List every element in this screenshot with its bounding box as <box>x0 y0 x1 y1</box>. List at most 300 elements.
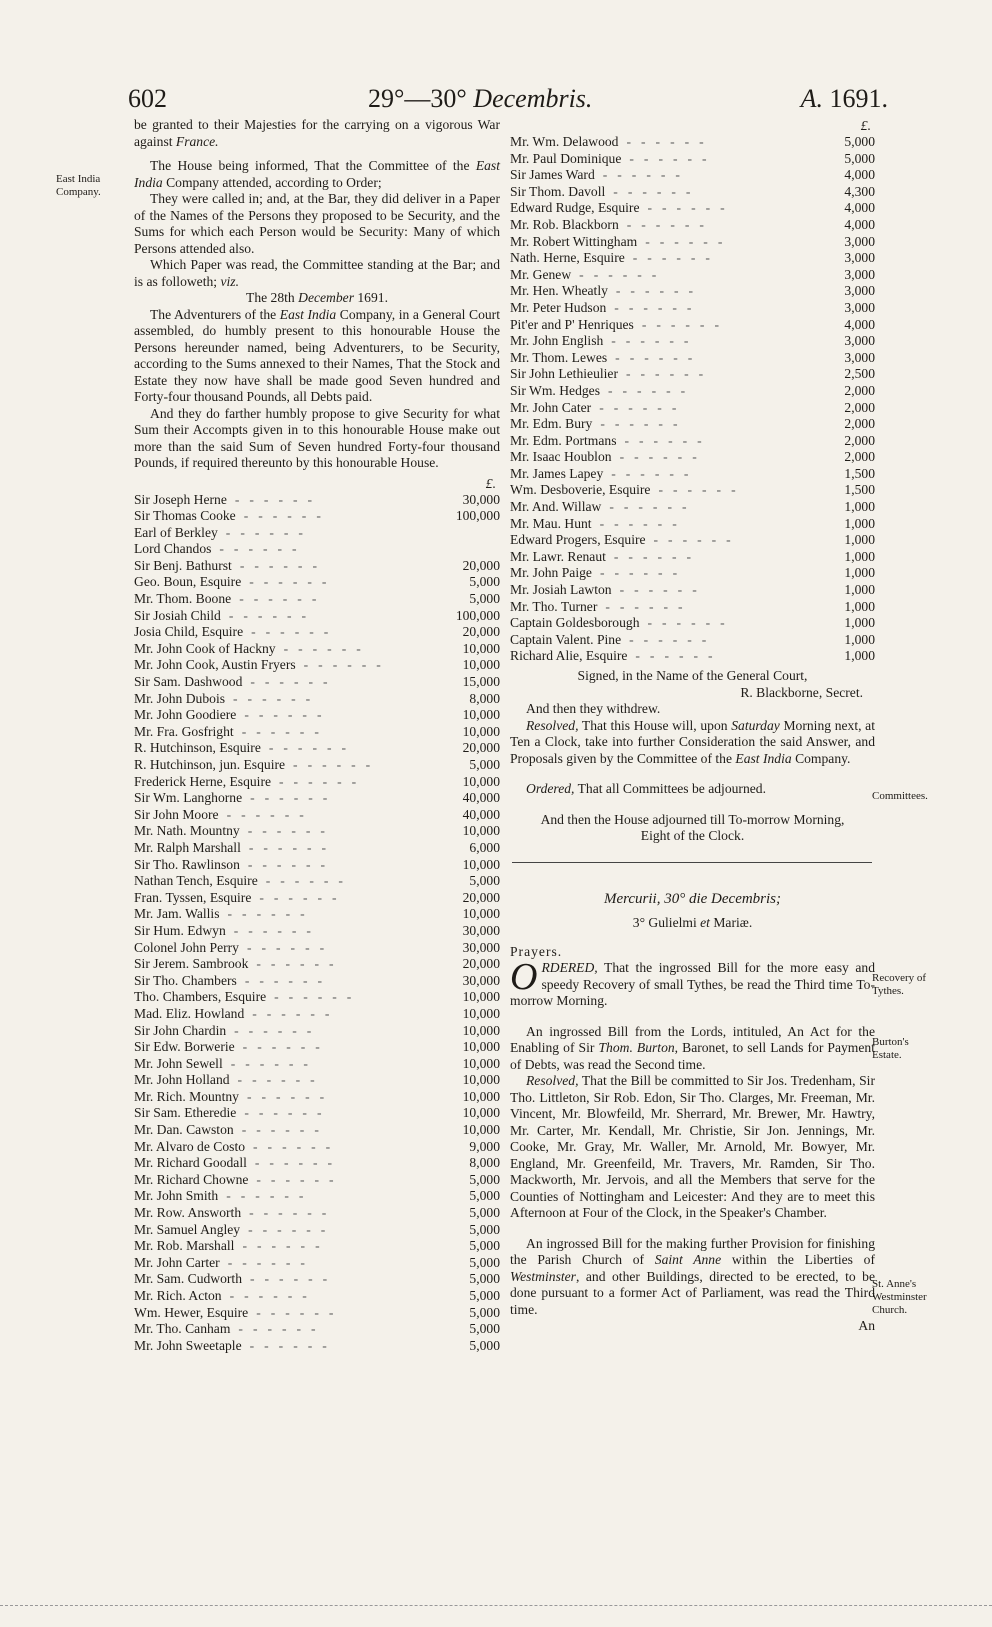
dot-leader: ------ <box>248 1221 336 1237</box>
text: The 28th <box>246 290 299 305</box>
dot-leader: ------ <box>242 1039 330 1055</box>
subscription-amount: 30,000 <box>462 922 500 938</box>
para-further-security: And they do farther humbly propose to give Security for what Sum their Accompts given in to this honourable House make out more than the said Sum of Seven hundred Forty-four thousand Pounds, if required thereunto by this honourable House. <box>134 405 500 470</box>
table-row <box>510 449 875 466</box>
subscriber-name: Nath. Herne, Esquire <box>510 250 625 266</box>
subscriber-name: Mr. Rob. Blackborn <box>510 216 619 232</box>
subscription-amount: 10,000 <box>462 657 500 673</box>
dot-leader: ------ <box>252 1005 340 1021</box>
para-ordered-adjourned <box>510 781 875 798</box>
subscription-amount: 4,000 <box>844 316 875 332</box>
dot-leader: ------ <box>619 449 707 465</box>
dot-leader: ------ <box>246 1088 335 1104</box>
subscriber-name: Sir Thom. Davoll <box>510 183 606 199</box>
dot-leader: ------ <box>227 906 315 922</box>
dot-leader: ------ <box>254 1155 343 1171</box>
subscription-amount: 5,000 <box>469 1238 500 1254</box>
subscriber-name: Mr. John Carter <box>134 1254 220 1270</box>
table-row <box>134 1305 500 1322</box>
dot-leader: ------ <box>248 839 337 855</box>
subscription-amount: 2,000 <box>844 416 875 432</box>
text: Company, in a General Court assembled, do humbly present to this honourable House the Persons hereunder named, being Adventurers, to be Security, according to the Sums annexed to their Names, That the Stock and Estate they now have shall be made good Seven hundred and Forty-four thousand Pounds, all Debts paid. <box>134 306 500 404</box>
subscription-amount: 3,000 <box>844 299 875 315</box>
subscriber-name: Mr. John Cater <box>510 399 592 415</box>
dot-leader: ------ <box>227 1254 315 1270</box>
dot-leader: ------ <box>229 1288 317 1303</box>
table-row <box>510 151 875 168</box>
table-row <box>134 558 500 575</box>
table-row <box>134 1338 500 1355</box>
subscription-amount: 20,000 <box>462 956 500 972</box>
dot-leader: ------ <box>647 200 735 216</box>
section-rule <box>512 862 872 863</box>
dot-leader: ------ <box>237 1072 325 1088</box>
subscriber-name: Mr. Samuel Angley <box>134 1221 241 1237</box>
drop-cap: O <box>510 956 538 998</box>
subscriber-name: Mr. Dan. Cawston <box>134 1122 234 1138</box>
dot-leader: ------ <box>599 565 688 581</box>
subscriber-name: Lord Chandos <box>134 541 212 557</box>
dot-leader: ------ <box>613 548 702 564</box>
text-italic: Saturday <box>731 717 780 733</box>
table-row <box>510 234 875 251</box>
table-row <box>510 549 875 566</box>
table-row <box>510 400 875 417</box>
subscription-amount: 10,000 <box>462 1005 500 1021</box>
text: within the Liberties of <box>721 1252 876 1267</box>
table-row <box>134 1271 500 1288</box>
subscriber-name: Mr. Josiah Lawton <box>510 582 612 598</box>
dot-leader: ------ <box>619 582 707 598</box>
text-italic: Thom. Burton <box>598 1040 675 1055</box>
table-row <box>510 466 875 483</box>
subscription-amount: 1,000 <box>844 615 875 631</box>
table-row <box>510 300 875 317</box>
subscriber-name: Sir Wm. Hedges <box>510 382 600 398</box>
dot-leader: ------ <box>293 757 381 772</box>
subscriber-name: Mr. Tho. Turner <box>510 598 598 614</box>
table-row <box>134 525 500 542</box>
subscriber-name: Mr. John Smith <box>134 1188 219 1204</box>
subscriber-name: Mr. Rich. Acton <box>134 1288 222 1303</box>
left-column <box>134 117 500 1354</box>
text: That the ingrossed Bill for the more easy and speedy Recovery of small Tythes, be read the Third time To-morrow Morning. <box>510 960 875 1008</box>
table-row <box>510 217 875 234</box>
subscriber-name: Sir Tho. Chambers <box>134 972 237 988</box>
table-row <box>510 648 875 665</box>
subscription-amount: 4,000 <box>844 216 875 232</box>
subscription-amount <box>436 541 500 558</box>
para-house-adjourned: And then the House adjourned till To-morrow Morning, Eight of the Clock. <box>540 811 845 843</box>
subscription-amount: 2,500 <box>844 366 875 382</box>
table-row <box>510 184 875 201</box>
page-number: 602 <box>128 84 167 113</box>
subscriber-name: Mr. Row. Answorth <box>134 1205 242 1221</box>
table-row <box>134 1205 500 1222</box>
table-row <box>510 250 875 267</box>
dot-leader: ------ <box>605 598 693 614</box>
dot-leader: ------ <box>600 416 688 432</box>
dot-leader: ------ <box>228 607 317 623</box>
table-row <box>510 565 875 582</box>
table-row <box>134 774 500 791</box>
subscriber-name: Mr. John Paige <box>510 565 592 581</box>
right-column <box>510 117 875 1335</box>
subscription-amount: 5,000 <box>469 1271 500 1287</box>
subscriber-name: Sir Josiah Child <box>134 607 221 623</box>
year-value: 1691. <box>829 84 888 113</box>
subscriber-name: Mr. Rob. Marshall <box>134 1238 235 1254</box>
subscriber-name: Richard Alie, Esquire <box>510 648 628 664</box>
dot-leader: ------ <box>611 333 699 349</box>
subscription-amount: 4,000 <box>844 200 875 216</box>
subscription-amount: 1,000 <box>844 532 875 548</box>
subscriber-name: Mr. Edm. Bury <box>510 416 593 432</box>
regnal-year <box>510 915 875 932</box>
table-row <box>134 574 500 591</box>
subscription-amount: 5,000 <box>844 134 875 149</box>
subscriber-name: Mr. Tho. Canham <box>134 1321 231 1337</box>
text: , and other Buildings, directed to be erected, to be done pursuant to a former Act of Parliament, was read the Third time. <box>510 1268 875 1317</box>
table-row <box>510 433 875 450</box>
date-line <box>134 290 500 307</box>
table-row <box>134 1089 500 1106</box>
table-row <box>134 1155 500 1172</box>
subscriber-name: Wm. Desboverie, Esquire <box>510 482 651 498</box>
subscription-amount: 6,000 <box>469 839 500 855</box>
subscriber-name: Mad. Eliz. Howland <box>134 1005 245 1021</box>
table-row <box>134 1023 500 1040</box>
dot-leader: ------ <box>244 1105 332 1121</box>
dot-leader: ------ <box>615 283 704 299</box>
dot-leader: ------ <box>251 624 339 640</box>
table-row <box>134 1105 500 1122</box>
para-adventurers <box>134 307 500 406</box>
subscriber-name: Nathan Tench, Esquire <box>134 873 258 889</box>
text: The Adventurers of the <box>150 306 280 322</box>
dot-leader: ------ <box>249 1205 337 1221</box>
subscription-amount: 3,000 <box>844 349 875 365</box>
dot-leader: ------ <box>250 790 338 806</box>
table-row <box>134 492 500 509</box>
subscription-amount: 10,000 <box>462 1072 500 1088</box>
margin-note-burton: Burton's Estate. <box>872 1036 909 1061</box>
para-war <box>134 117 500 150</box>
subscription-amount: 30,000 <box>462 491 500 507</box>
subscriber-name: Sir Benj. Bathurst <box>134 557 232 573</box>
title-numerals: 29°—30° <box>368 84 467 113</box>
dot-leader: ------ <box>279 773 367 789</box>
table-row <box>134 890 500 907</box>
spacer <box>510 845 875 891</box>
subscription-amount: 20,000 <box>462 557 500 573</box>
text: , Baronet, to sell Lands for Payment of Debts, was read the Second time. <box>510 1040 875 1072</box>
dot-leader: ------ <box>230 1055 318 1071</box>
subscriber-name: Mr. John Holland <box>134 1072 230 1088</box>
dot-leader: ------ <box>244 707 332 723</box>
subscription-amount: 3,000 <box>844 233 875 249</box>
dot-leader: ------ <box>625 366 714 382</box>
dot-leader: ------ <box>226 1188 314 1204</box>
table-row <box>510 532 875 549</box>
text-italic: et <box>700 915 710 930</box>
subscriber-name: Mr. Rich. Mountny <box>134 1088 239 1104</box>
subscriber-name: Mr. Edm. Portmans <box>510 432 617 448</box>
subscriber-name: Mr. Richard Chowne <box>134 1171 249 1187</box>
subscriber-name: Pit'er and P' Henriques <box>510 316 634 332</box>
dot-leader: ------ <box>613 183 701 199</box>
subscriber-name: Sir Edw. Borwerie <box>134 1039 235 1055</box>
dot-leader: ------ <box>274 989 362 1005</box>
subscription-amount: 3,000 <box>844 266 875 282</box>
text-italic: France. <box>175 133 219 149</box>
table-row <box>510 482 875 499</box>
dot-leader: ------ <box>283 640 371 656</box>
subscription-amount: 5,000 <box>469 757 500 772</box>
dot-leader: ------ <box>608 382 696 398</box>
dot-leader: ------ <box>226 806 314 822</box>
dot-leader: ------ <box>647 615 735 631</box>
year-prefix: A. <box>800 84 823 113</box>
dot-leader: ------ <box>246 939 335 955</box>
subscriber-name: Sir Tho. Rawlinson <box>134 856 240 872</box>
subscription-amount: 5,000 <box>469 591 500 607</box>
dot-leader: ------ <box>243 508 331 524</box>
subscriber-name: Mr. John Goodiere <box>134 707 237 723</box>
dot-leader: ------ <box>233 690 321 706</box>
subscriber-name: Sir Thomas Cooke <box>134 508 236 524</box>
table-row <box>134 740 500 757</box>
para-committed <box>510 1073 875 1222</box>
subscription-amount: 4,000 <box>844 167 875 183</box>
subscriber-name: Tho. Chambers, Esquire <box>134 989 267 1005</box>
table-row <box>134 1039 500 1056</box>
subscription-amount: 5,000 <box>469 873 500 889</box>
text: Which Paper was read, the Committee standing at the Bar; and is as followeth; <box>134 257 500 289</box>
text-italic: Ordered, <box>526 781 575 796</box>
subscription-amount: 100,000 <box>455 607 500 623</box>
table-row <box>510 134 875 151</box>
subscription-amount: 2,000 <box>844 399 875 415</box>
dot-leader: ------ <box>256 1304 344 1320</box>
subscriber-name: Edward Progers, Esquire <box>510 532 646 548</box>
subscriber-name: Sir John Moore <box>134 806 219 822</box>
subscription-amount: 10,000 <box>462 1039 500 1055</box>
dot-leader: ------ <box>614 299 702 315</box>
subscriber-name: Mr. Alvaro de Costo <box>134 1138 246 1154</box>
text: An ingrossed Bill for the making further Provision for finishing the Parish Church of <box>510 1235 875 1267</box>
subscriber-name: Mr. Peter Hudson <box>510 299 607 315</box>
signed-line: Signed, in the Name of the General Court, <box>577 668 808 683</box>
subscription-amount: 8,000 <box>469 690 500 706</box>
subscriber-name: Captain Goldesborough <box>510 615 640 631</box>
table-row <box>134 1321 500 1338</box>
subscriber-name: Edward Rudge, Esquire <box>510 200 640 216</box>
subscription-amount: 5,000 <box>469 1205 500 1221</box>
text: Company. <box>791 750 851 766</box>
subscription-amount: 30,000 <box>462 939 500 955</box>
subscription-amount: 20,000 <box>462 740 500 756</box>
subscription-amount: 5,000 <box>469 1337 500 1353</box>
subscriber-name: Frederick Herne, Esquire <box>134 773 272 789</box>
para-called-in: They were called in; and, at the Bar, they did deliver in a Paper of the Names of the Persons they proposed to be Security, and the Sums for which each Person would be Security: Many of which Persons attended also. <box>134 191 500 256</box>
subscriber-name: Sir Jerem. Sambrook <box>134 956 249 972</box>
subscriber-name: Mr. Isaac Houblon <box>510 449 612 465</box>
subscription-amount: 5,000 <box>844 150 875 166</box>
subscriber-name: Mr. John Sweetaple <box>134 1337 242 1353</box>
margin-note-st-anne: St. Anne's Westminster Church. <box>872 1278 927 1316</box>
subscription-amount: 20,000 <box>462 624 500 640</box>
table-row <box>134 724 500 741</box>
subscriber-name: Mr. And. Willaw <box>510 499 602 515</box>
text-italic: RDERED, <box>541 960 598 975</box>
subscription-amount <box>436 525 500 542</box>
day-title: Mercurii, 30° die Decembris; <box>603 890 782 907</box>
subscription-amount: 10,000 <box>462 1122 500 1138</box>
table-row <box>134 823 500 840</box>
dot-leader: ------ <box>234 491 323 507</box>
subscription-amount: 9,000 <box>469 1138 500 1154</box>
subscriber-name: Mr. Wm. Delawood <box>510 134 619 149</box>
subscription-amount: 5,000 <box>469 1254 500 1270</box>
dot-leader: ------ <box>249 574 337 590</box>
subscription-amount: 1,000 <box>844 582 875 598</box>
catchword: An <box>858 1318 875 1333</box>
subscription-amount: 5,000 <box>469 1304 500 1320</box>
subscriber-name: Sir James Ward <box>510 167 595 183</box>
text: 1691. <box>353 290 388 305</box>
dot-leader: ------ <box>265 873 353 889</box>
text: That this House will, upon <box>578 717 732 733</box>
subscription-amount: 8,000 <box>469 1155 500 1171</box>
subscriber-name: Colonel John Perry <box>134 939 239 955</box>
subscription-amount: 1,500 <box>844 465 875 481</box>
subscription-amount: 10,000 <box>462 989 500 1005</box>
dot-leader: ------ <box>609 499 697 515</box>
dot-leader: ------ <box>233 922 321 938</box>
dot-leader: ------ <box>626 134 714 149</box>
subscription-amount: 10,000 <box>462 823 500 839</box>
table-row <box>134 657 500 674</box>
subscription-amount: 10,000 <box>462 906 500 922</box>
table-row <box>134 1056 500 1073</box>
table-row <box>510 267 875 284</box>
subscription-amount: 10,000 <box>462 1055 500 1071</box>
subscription-amount: 2,000 <box>844 432 875 448</box>
dot-leader: ------ <box>602 167 690 183</box>
table-row <box>134 923 500 940</box>
subscriber-name: Mr. Thom. Lewes <box>510 349 608 365</box>
table-row <box>510 333 875 350</box>
table-row <box>134 674 500 691</box>
table-row <box>134 973 500 990</box>
table-row <box>134 641 500 658</box>
subscription-amount: 1,000 <box>844 631 875 647</box>
subscriber-name: Sir Joseph Herne <box>134 491 227 507</box>
subscription-amount: 100,000 <box>455 508 500 524</box>
dot-leader: ------ <box>249 1337 337 1353</box>
security-table-right <box>510 134 875 665</box>
table-row <box>134 691 500 708</box>
table-row <box>510 167 875 184</box>
prayers-heading: Prayers. <box>510 943 563 959</box>
subscription-amount: 4,300 <box>844 183 875 199</box>
text: The House being informed, That the Committee of the <box>150 158 476 173</box>
table-row <box>510 582 875 599</box>
dot-leader: ------ <box>629 631 717 647</box>
table-row <box>510 350 875 367</box>
table-row <box>510 499 875 516</box>
subscriber-name: Fran. Tyssen, Esquire <box>134 889 252 905</box>
dot-leader: ------ <box>256 956 344 972</box>
dot-leader: ------ <box>244 972 333 988</box>
subscriber-name: Josia Child, Esquire <box>134 624 244 640</box>
subscriber-name: Mr. Fra. Gosfright <box>134 723 234 739</box>
dot-leader: ------ <box>247 823 335 839</box>
dot-leader: ------ <box>579 266 667 282</box>
text-italic: December <box>298 290 354 305</box>
subscription-amount: 5,000 <box>469 1188 500 1204</box>
dot-leader: ------ <box>632 250 720 266</box>
subscription-amount: 10,000 <box>462 1022 500 1038</box>
dot-leader: ------ <box>641 316 729 332</box>
subscriber-name: Mr. Jam. Wallis <box>134 906 220 922</box>
pound-heading: £. <box>860 118 871 133</box>
para-committee-attended <box>134 158 500 191</box>
secretary-signature: R. Blackborne, Secret. <box>740 684 863 700</box>
table-row <box>134 624 500 641</box>
subscription-amount: 5,000 <box>469 1321 500 1337</box>
table-row <box>510 200 875 217</box>
dot-leader: ------ <box>635 648 723 664</box>
subscription-amount: 30,000 <box>462 972 500 988</box>
subscriber-name: Mr. Robert Wittingham <box>510 233 638 249</box>
table-row <box>510 383 875 400</box>
subscription-amount: 1,000 <box>844 648 875 664</box>
text-italic: East India <box>134 158 500 190</box>
dot-leader: ------ <box>303 657 391 673</box>
dot-leader: ------ <box>219 541 307 557</box>
margin-note-committees: Committees. <box>872 790 928 802</box>
subscriber-name: Mr. Nath. Mountny <box>134 823 240 839</box>
dot-leader: ------ <box>234 1022 322 1038</box>
subscriber-name: Mr. Mau. Hunt <box>510 515 592 531</box>
subscriber-name: Mr. Genew <box>510 266 572 282</box>
dot-leader: ------ <box>225 524 313 540</box>
table-row <box>134 940 500 957</box>
subscription-amount: 40,000 <box>462 806 500 822</box>
margin-note-east-india: East India Company. <box>56 173 101 198</box>
table-row <box>134 906 500 923</box>
table-row <box>134 1188 500 1205</box>
subscriber-name: Sir Sam. Dashwood <box>134 674 243 690</box>
subscription-amount: 1,500 <box>844 482 875 498</box>
text-italic: Resolved, <box>526 717 579 733</box>
subscriber-name: Mr. John Cook of Hackny <box>134 640 276 656</box>
dot-leader: ------ <box>615 349 703 365</box>
subscriber-name: Mr. John Dubois <box>134 690 226 706</box>
table-row <box>134 790 500 807</box>
table-row <box>134 989 500 1006</box>
subscriber-name: Captain Valent. Pine <box>510 631 622 647</box>
table-row <box>134 873 500 890</box>
dot-leader: ------ <box>629 150 717 166</box>
text: 3° Gulielmi <box>632 915 701 930</box>
subscription-amount: 5,000 <box>469 574 500 590</box>
dot-leader: ------ <box>624 432 712 448</box>
subscription-amount: 5,000 <box>469 1221 500 1237</box>
subscription-amount: 10,000 <box>462 723 500 739</box>
